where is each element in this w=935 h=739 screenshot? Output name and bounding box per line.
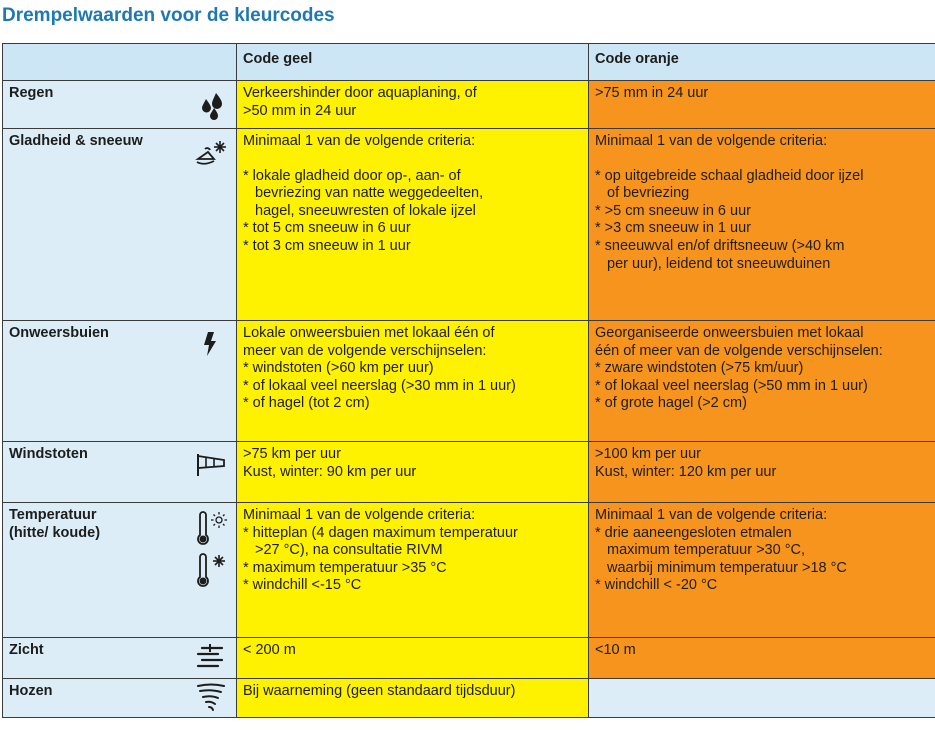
row-label-text: Onweersbuien [9, 325, 109, 341]
cell-geel-regen [237, 81, 589, 129]
table-row [3, 129, 935, 321]
row-label-text: Windstoten [9, 446, 88, 462]
row-label-temperatuur [3, 503, 237, 638]
row-label-windstoten [3, 442, 237, 503]
cell-line: >50 mm in 24 uur [243, 102, 357, 119]
cell-line: * of hagel (tot 2 cm) [243, 395, 370, 412]
cell-oranje-regen [589, 81, 935, 129]
cell-line: * hitteplan (4 dagen maximum temperatuur [243, 524, 518, 541]
cell-line: Minimaal 1 van de volgende criteria: [595, 133, 828, 149]
thermometer-icon [194, 511, 228, 591]
cell-line: * >5 cm sneeuw in 6 uur [595, 202, 751, 219]
table-row [3, 503, 935, 638]
cell-line: * tot 3 cm sneeuw in 1 uur [243, 237, 411, 254]
cell-geel-hozen [237, 679, 589, 718]
cell-line: >75 mm in 24 uur [595, 85, 709, 101]
row-label-text: (hitte/ koude) [9, 524, 101, 541]
cell-line: Minimaal 1 van de volgende criteria: [243, 133, 476, 149]
header-empty [3, 44, 237, 81]
cell-oranje-hozen-empty [589, 679, 935, 718]
cell-geel-zicht [237, 638, 589, 679]
cell-line: Minimaal 1 van de volgende criteria: [595, 507, 828, 523]
threshold-table [2, 43, 935, 718]
cell-line: Bij waarneming (geen standaard tijdsduur) [243, 683, 516, 699]
cell-line: * of lokaal veel neerslag (>30 mm in 1 uur) [243, 377, 516, 394]
header-code-oranje: Code oranje [589, 44, 935, 81]
cell-line: < 200 m [243, 642, 296, 658]
table-row [3, 321, 935, 442]
cell-line: * windstoten (>60 km per uur) [243, 360, 434, 377]
cell-line: <10 m [595, 642, 636, 658]
cell-geel-windstoten [237, 442, 589, 503]
cell-oranje-zicht [589, 638, 935, 679]
cell-spacer [243, 151, 582, 168]
cell-line: * tot 5 cm sneeuw in 6 uur [243, 220, 411, 237]
table-row [3, 442, 935, 503]
page-title: Drempelwaarden voor de kleurcodes [2, 5, 335, 26]
cell-line: * op uitgebreide schaal gladheid door ijzel [595, 167, 864, 184]
row-label-regen [3, 81, 237, 129]
table-row [3, 679, 935, 718]
cell-line: * maximum temperatuur >35 °C [243, 559, 447, 576]
cell-oranje-onweersbuien [589, 321, 935, 442]
cell-line: meer van de volgende verschijnselen: [243, 342, 487, 359]
fog-icon [194, 642, 228, 676]
rain-icon [194, 89, 228, 123]
header-code-geel: Code geel [237, 44, 589, 81]
cell-line: * zware windstoten (>75 km/uur) [595, 360, 804, 377]
cell-line: >27 °C), na consultatie RIVM [255, 542, 443, 559]
cell-line: >100 km per uur [595, 446, 701, 462]
table-row [3, 638, 935, 679]
row-label-hozen [3, 679, 237, 718]
cell-line: Lokale onweersbuien met lokaal één of [243, 325, 495, 341]
cell-oranje-temperatuur [589, 503, 935, 638]
cell-line: * drie aaneengesloten etmalen [595, 524, 792, 541]
cell-line: bevriezing van natte weggedeelten, [255, 185, 484, 202]
row-label-text: Zicht [9, 642, 44, 658]
row-label-text: Hozen [9, 683, 53, 699]
lightning-icon [194, 329, 228, 363]
cell-line: * of lokaal veel neerslag (>50 mm in 1 uur) [595, 377, 868, 394]
windsock-icon [194, 450, 228, 484]
tornado-icon [194, 682, 228, 716]
row-label-text: Regen [9, 85, 54, 101]
row-label-text: Temperatuur [9, 507, 97, 523]
snow-icon [194, 137, 228, 171]
cell-line: per uur), leidend tot sneeuwduinen [607, 255, 831, 272]
row-label-gladheid [3, 129, 237, 321]
cell-geel-temperatuur [237, 503, 589, 638]
cell-line: waarbij minimum temperatuur >18 °C [607, 559, 847, 576]
cell-line: >75 km per uur [243, 446, 341, 462]
row-label-onweersbuien [3, 321, 237, 442]
cell-line: * lokale gladheid door op-, aan- of [243, 167, 461, 184]
row-label-zicht [3, 638, 237, 679]
cell-line: * sneeuwval en/of driftsneeuw (>40 km [595, 237, 845, 254]
cell-line: * of grote hagel (>2 cm) [595, 395, 747, 412]
table-row [3, 81, 935, 129]
cell-spacer [595, 151, 929, 168]
cell-line: Verkeershinder door aquaplaning, of [243, 85, 477, 101]
row-label-text: Gladheid & sneeuw [9, 133, 143, 149]
cell-line: Georganiseerde onweersbuien met lokaal [595, 325, 864, 341]
cell-line: * >3 cm sneeuw in 1 uur [595, 220, 751, 237]
cell-line: Minimaal 1 van de volgende criteria: [243, 507, 476, 523]
cell-line: * windchill < -20 °C [595, 577, 718, 594]
table-header-row [3, 44, 935, 81]
cell-line: maximum temperatuur >30 °C, [607, 542, 805, 559]
cell-geel-onweersbuien [237, 321, 589, 442]
cell-line: Kust, winter: 90 km per uur [243, 463, 417, 480]
cell-line: of bevriezing [607, 185, 690, 202]
cell-line: hagel, sneeuwresten of lokale ijzel [255, 202, 476, 219]
cell-line: Kust, winter: 120 km per uur [595, 463, 777, 480]
cell-oranje-windstoten [589, 442, 935, 503]
cell-oranje-gladheid [589, 129, 935, 321]
cell-line: * windchill <-15 °C [243, 577, 362, 594]
cell-line: één of meer van de volgende verschijnselen: [595, 342, 883, 359]
cell-geel-gladheid [237, 129, 589, 321]
